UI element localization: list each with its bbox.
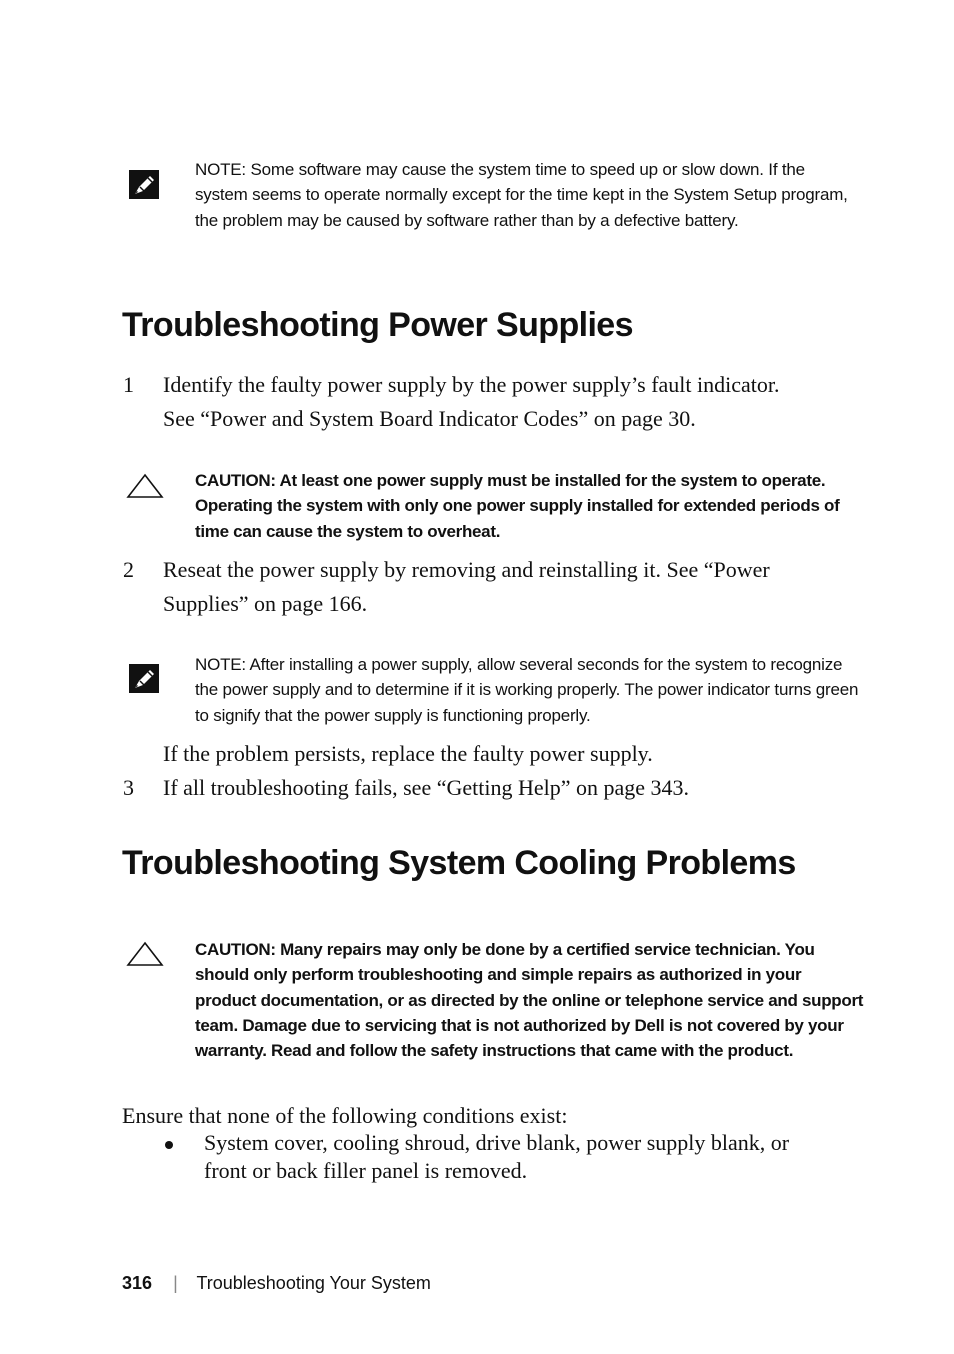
paragraph: If the problem persists, replace the faulty power supply. [163,741,653,766]
note-label: NOTE: [195,655,246,674]
bullet-icon [165,1141,173,1149]
paragraph: Ensure that none of the following conditions exist: [122,1103,568,1128]
section-heading: Troubleshooting System Cooling Problems [122,844,796,882]
page-number: 316 [122,1273,153,1293]
step-line: Reseat the power supply by removing and reinstalling it. See “Power [163,557,770,582]
note-icon [127,167,161,201]
list-line: System cover, cooling shroud, drive blank, power supply blank, or [204,1130,790,1155]
step-line: See “Power and System Board Indicator Codes” on page 30. [163,406,696,431]
page-footer [122,1273,431,1294]
caution-icon [126,473,164,499]
section-heading: Troubleshooting Power Supplies [122,306,633,344]
caution-icon [126,941,164,967]
chapter-title: Troubleshooting Your System [196,1273,431,1293]
caution-text: CAUTION: Many repairs may only be done by a certified service technician. You should only perform troubleshooting and simple repairs as authorized in your product documentation, or as directed by the online or telephone service and support team. Damage due to servicing that is not authorized by Dell is not covered by your warranty. Read and follow the safety instructions that came with the product. [195,940,864,1061]
note-body: After installing a power supply, allow several seconds for the system to recognize the power supply and to determine if it is working properly. The power indicator turns green to signify that the power supply is functioning properly. [195,655,859,725]
step-line: Identify the faulty power supply by the power supply’s fault indicator. [163,372,780,397]
caution-text: CAUTION: At least one power supply must be installed for the system to operate. Operating the system with only one power supply installed for extended periods of time can cause the system to overheat. [195,471,840,541]
footer-separator: | [173,1273,178,1293]
note-text [195,157,855,233]
list-item [204,1129,864,1185]
note-text [195,652,860,728]
note-body: Some software may cause the system time to speed up or slow down. If the system seems to operate normally except for the time kept in the System Setup program, the problem may be caused by software rather than by a defective battery. [195,160,848,230]
note-icon [127,661,161,695]
step-text: If all troubleshooting fails, see “Getting Help” on page 343. [163,775,690,800]
step-number: 3 [123,775,134,800]
note-label: NOTE: [195,160,246,179]
step-number: 2 [123,557,134,582]
step-text [163,368,863,436]
step-line: Supplies” on page 166. [163,591,368,616]
step-text [163,553,863,621]
step-number: 1 [123,372,134,397]
list-line: front or back filler panel is removed. [204,1158,528,1183]
